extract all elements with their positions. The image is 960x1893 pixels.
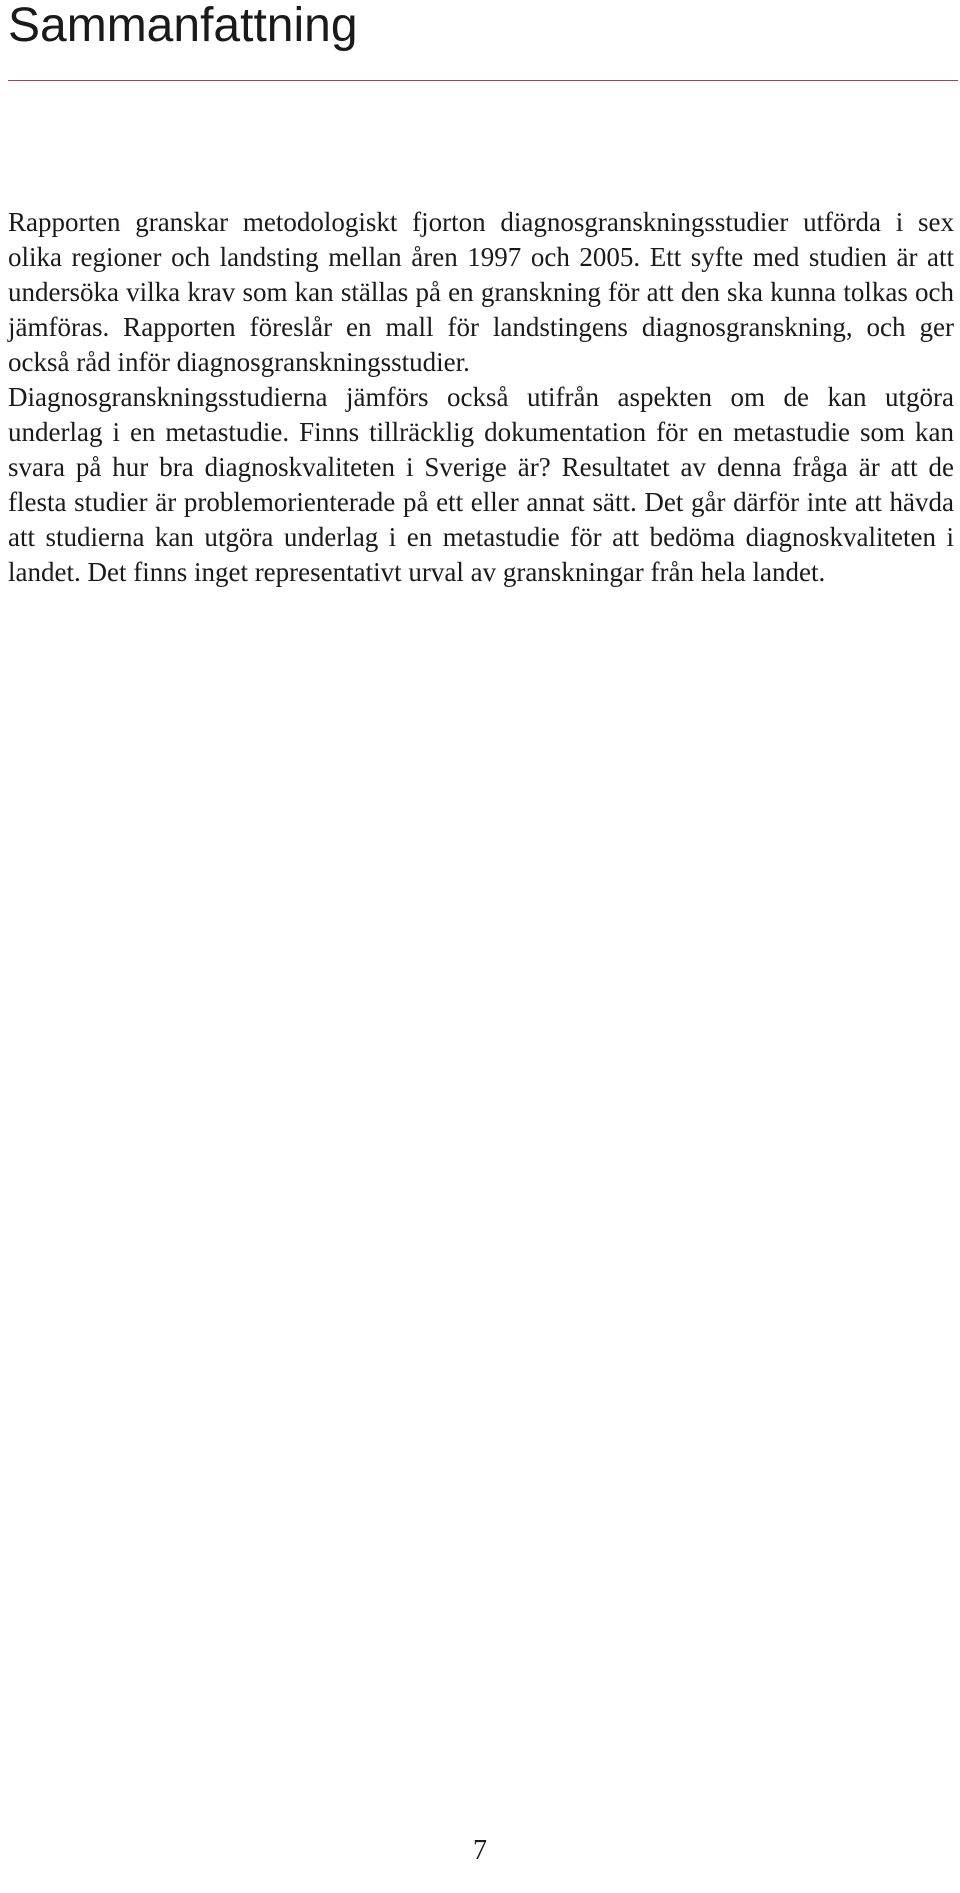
page-title: Sammanfattning bbox=[8, 0, 358, 52]
page-number: 7 bbox=[473, 1835, 487, 1866]
summary-paragraph-2: Diagnosgranskningsstudierna jämförs också utifrån aspekten om de kan utgöra underlag i en metastudie. Finns tillräcklig dokumentation för en metastudie som kan svara på hur bra diagnoskvaliteten i Sverige är? Resultatet av denna fråga är att de flesta studier är problemorienterade på ett eller annat sätt. Det går därför inte att hävda att studierna kan utgöra underlag i en metastudie för att bedöma diagnoskvaliteten i landet. Det finns inget representativt urval av granskningar från hela landet. bbox=[8, 382, 954, 587]
summary-paragraph-1: Rapporten granskar metodologiskt fjorton diagnosgranskningsstudier utförda i sex olika regioner och landsting mellan åren 1997 och 2005. Ett syfte med studien är att undersöka vilka krav som kan ställas på en granskning för att den ska kunna tolkas och jämföras. Rapporten föreslår en mall för landstingens diagnosgranskning, och ger också råd inför diagnosgranskningsstudier. bbox=[8, 207, 954, 377]
summary-body bbox=[8, 205, 954, 590]
title-divider bbox=[8, 80, 958, 81]
